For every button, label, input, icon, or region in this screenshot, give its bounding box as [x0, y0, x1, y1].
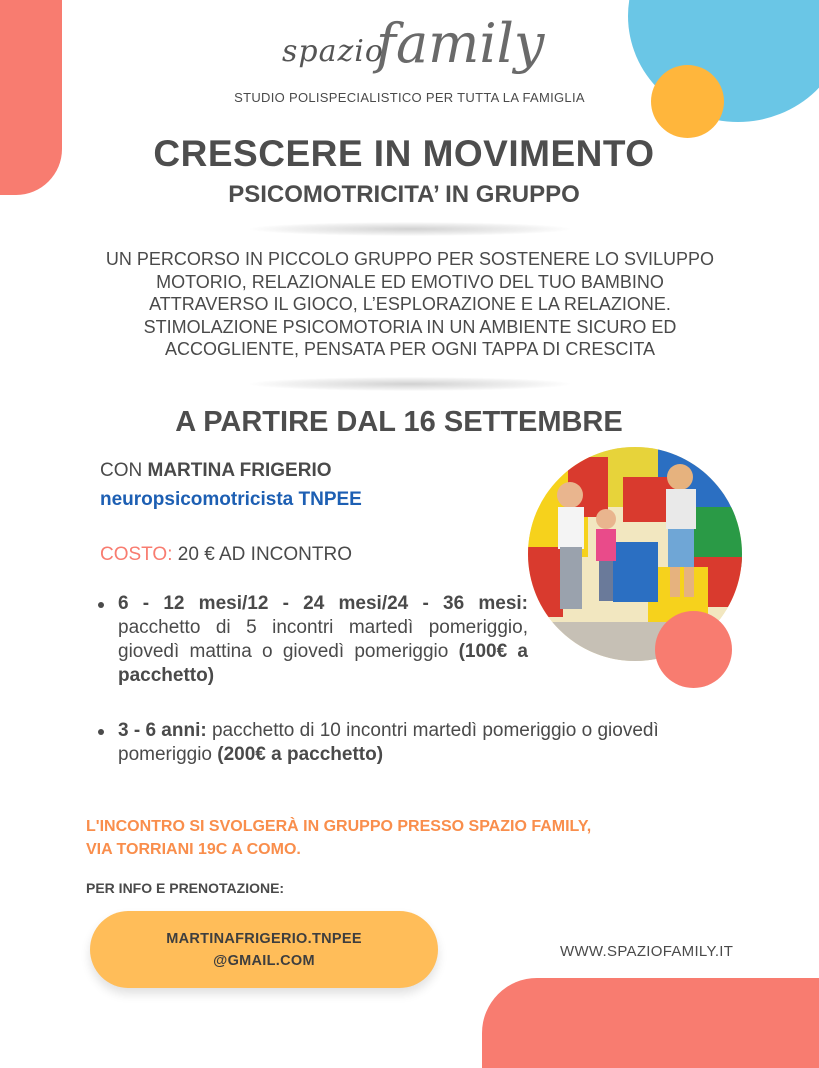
package-desc: pacchetto di 5 incontri martedì pomeriggio, giovedì mattina o giovedì pomeriggio [118, 617, 528, 662]
package-desc: pacchetto di 10 incontri martedì pomeriggio o giovedì pomeriggio [118, 720, 659, 765]
logo-word-spazio: spazio [282, 34, 384, 69]
intro-line: ATTRAVERSO IL GIOCO, L’ESPLORAZIONE E LA RELAZIONE. [149, 294, 671, 314]
professional-prefix: CON [100, 460, 148, 481]
cost-line [100, 544, 352, 566]
spazio-family-logo [240, 12, 580, 92]
venue-line: L'INCONTRO SI SVOLGERÀ IN GRUPPO PRESSO SPAZIO FAMILY, [86, 818, 592, 835]
email-line: @GMAIL.COM [213, 952, 315, 969]
intro-line: STIMOLAZIONE PSICOMOTORIA IN UN AMBIENTE SICURO ED [143, 316, 677, 337]
bullet-dot-icon [98, 602, 104, 608]
decorative-coral-shape-bottom [482, 978, 819, 1068]
cost-value: 20 € AD INCONTRO [172, 544, 352, 565]
venue-line: VIA TORRIANI 19C A COMO. [86, 841, 301, 858]
email-address[interactable] [166, 928, 362, 972]
email-line: MARTINAFRIGERIO.TNPEE [166, 930, 362, 947]
venue-info [86, 815, 591, 861]
bullet-dot-icon [98, 729, 104, 735]
page-subtitle: PSICOMOTRICITA’ IN GRUPPO [228, 181, 580, 208]
intro-paragraph [60, 248, 760, 361]
package-ages: 6 - 12 mesi/12 - 24 mesi/24 - 36 mesi: [118, 593, 528, 614]
package-price: (200€ a pacchetto) [217, 744, 384, 765]
cost-label: COSTO: [100, 544, 173, 565]
logo-tagline: STUDIO POLISPECIALISTICO PER TUTTA LA FAMIGLIA [234, 90, 585, 105]
email-contact-button[interactable] [90, 911, 438, 988]
package-ages: 3 - 6 anni: [118, 720, 207, 741]
professional-role: neuropsicomotricista TNPEE [100, 489, 362, 510]
decorative-coral-dot [655, 611, 732, 688]
package-price: (100€ a pacchetto) [118, 641, 528, 686]
logo-word-family: family [376, 12, 545, 75]
professional-name: MARTINA FRIGERIO [147, 460, 332, 481]
website-link[interactable]: WWW.SPAZIOFAMILY.IT [560, 943, 734, 960]
professional-line [100, 460, 332, 482]
intro-line: UN PERCORSO IN PICCOLO GRUPPO PER SOSTENERE LO SVILUPPO [105, 249, 715, 269]
intro-line: MOTORIO, RELAZIONALE ED EMOTIVO DEL TUO BAMBINO [156, 271, 664, 292]
package-list-item [98, 592, 528, 688]
intro-line: ACCOGLIENTE, PENSATA PER OGNI TAPPA DI CRESCITA [164, 339, 656, 359]
info-label: PER INFO E PRENOTAZIONE: [86, 880, 285, 896]
package-list-item [98, 719, 710, 767]
divider-shadow-top [250, 222, 570, 236]
start-date-heading: A PARTIRE DAL 16 SETTEMBRE [175, 406, 623, 438]
package-item-children [98, 719, 710, 767]
divider-shadow-bottom [250, 377, 570, 391]
page-title: CRESCERE IN MOVIMENTO [153, 133, 655, 174]
package-item-infant [98, 592, 528, 688]
